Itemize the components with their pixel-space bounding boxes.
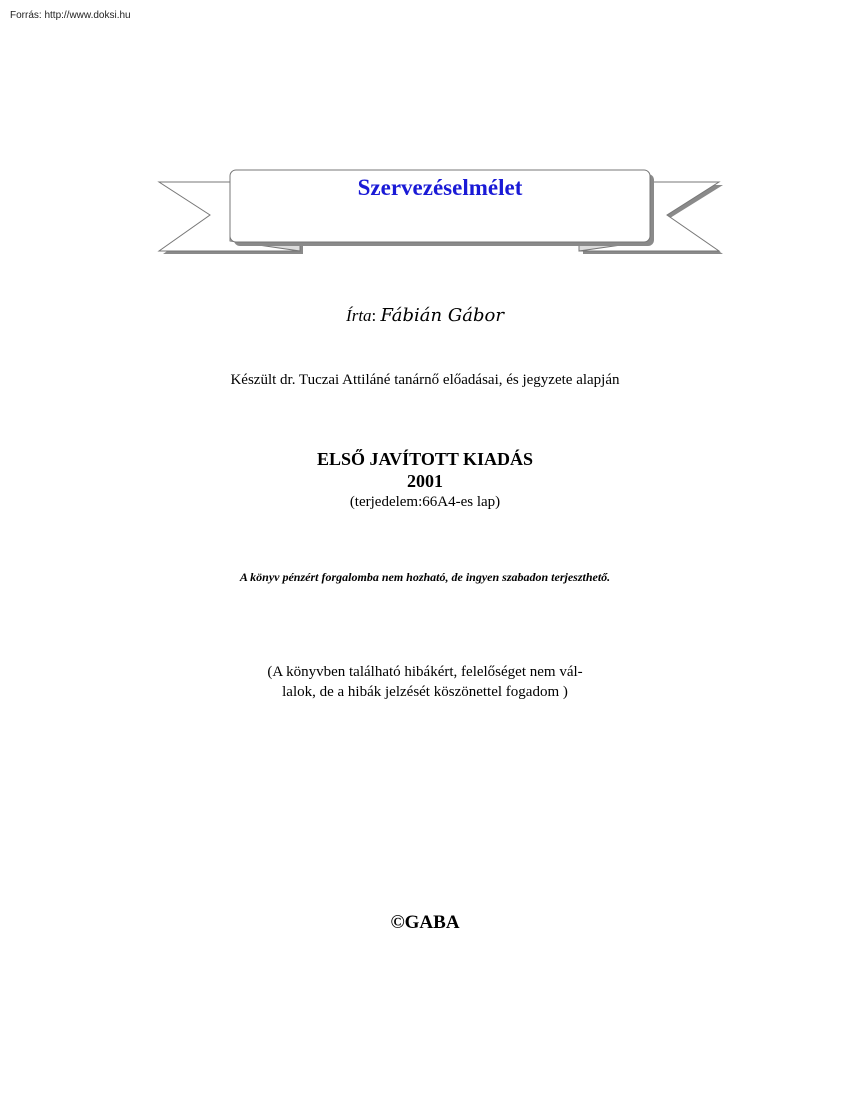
disclaimer-line-1: (A könyvben található hibákért, felelőséget nem vál- bbox=[267, 664, 583, 680]
author-separator: : bbox=[371, 306, 377, 325]
title-banner bbox=[155, 165, 725, 260]
prepared-by-text: Készült dr. Tuczai Attiláné tanárnő előadásai, és jegyzete alapján bbox=[230, 372, 620, 388]
author-line bbox=[0, 305, 850, 326]
copyright: ©GABA bbox=[390, 912, 460, 933]
distribution-notice: A könyv pénzért forgalomba nem hozható, de ingyen szabadon terjeszthető. bbox=[239, 570, 611, 584]
edition-year: 2001 bbox=[407, 471, 443, 491]
edition-extent: (terjedelem:66A4-es lap) bbox=[349, 494, 501, 510]
edition-title: ELSŐ JAVÍTOTT KIADÁS bbox=[316, 449, 534, 469]
disclaimer bbox=[0, 662, 850, 702]
document-title: Szervezéselmélet bbox=[357, 175, 523, 200]
source-url: Forrás: http://www.doksi.hu bbox=[10, 10, 131, 21]
author-name: Fábián Gábor bbox=[380, 305, 504, 326]
disclaimer-line-2: lalok, de a hibák jelzését köszönettel fogadom ) bbox=[282, 684, 568, 700]
author-label: Írta bbox=[346, 306, 372, 325]
